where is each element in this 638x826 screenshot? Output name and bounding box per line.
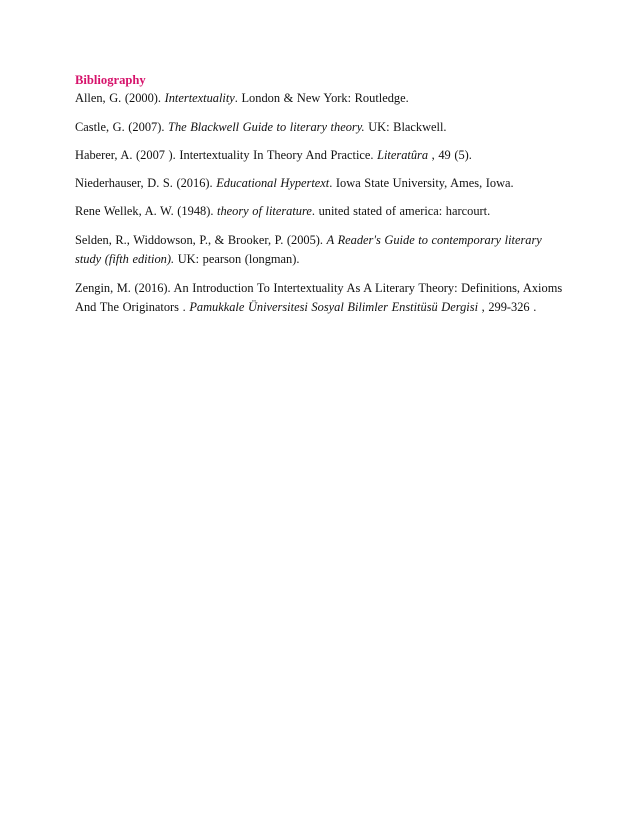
reference-title: Pamukkale Üniversitesi Sosyal Bilimler Enstitüsü Dergisi [189,300,479,314]
reference-entry-niederhauser [75,175,565,192]
reference-text: . London & New York: Routledge. [234,91,409,105]
reference-text: , 299-326 . [478,300,537,314]
reference-text: . Iowa State University, Ames, Iowa. [329,176,514,190]
reference-entry-zengin [75,279,565,317]
reference-text: Allen, G. (2000). [75,91,165,105]
reference-text: Zengin, M. (2016). An Introduction To Intertextuality As A Literary Theory: Definitions, Axioms And The Originators . [75,281,563,314]
reference-text: UK: pearson (longman). [174,251,300,266]
reference-text: Haberer, A. (2007 ). Intertextuality In Theory And Practice. [75,148,378,162]
reference-entry-allen [75,90,565,107]
reference-entry-selden [75,231,565,268]
reference-text: UK: Blackwell. [364,120,447,134]
reference-text: . united stated of america: harcourt. [311,204,491,218]
reference-text: Castle, G. (2007). [75,120,169,134]
reference-entry-haberer [75,147,565,164]
reference-entry-wellek [75,203,565,220]
reference-title: Literatûra [377,148,429,162]
reference-text: Rene Wellek, A. W. (1948). [75,204,218,218]
reference-title: A Reader's Guide to contemporary literary study (fifth edition). [75,233,542,266]
reference-title: Intertextuality [164,91,235,105]
reference-text: Niederhauser, D. S. (2016). [75,176,217,190]
reference-text: Selden, R., Widdowson, P., & Brooker, P. (2005). [75,233,327,247]
reference-title: The Blackwell Guide to literary theory. [168,120,365,134]
reference-text: , 49 (5). [428,148,472,162]
bibliography-page [75,72,565,328]
bibliography-heading: Bibliography [75,73,146,87]
reference-title: theory of literature [217,204,312,218]
reference-entry-castle [75,119,565,136]
reference-title: Educational Hypertext [216,176,330,190]
